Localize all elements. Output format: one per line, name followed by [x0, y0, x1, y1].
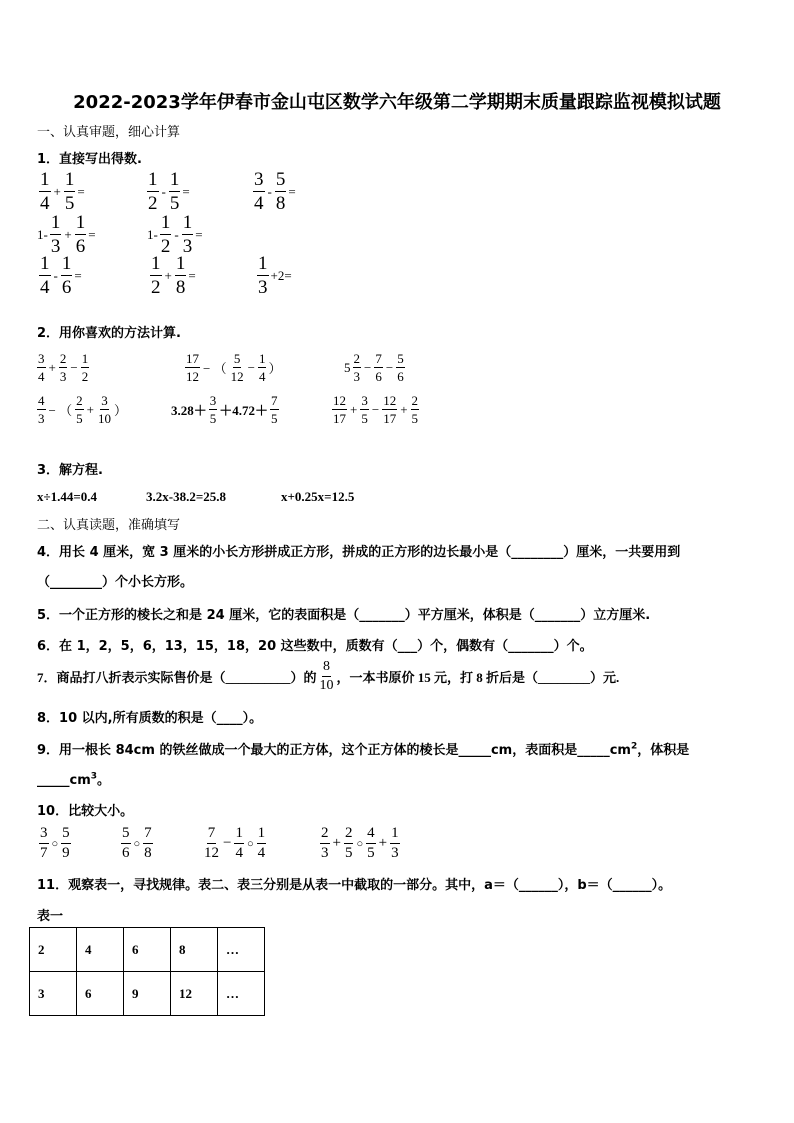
q3-equation-3: x+0.25x=12.5	[281, 489, 355, 504]
q3-equation-1: x÷1.44=0.4	[37, 489, 98, 504]
q4-line-2: （________）个小长方形。	[37, 575, 194, 590]
q1-expr-3: $\frac{3}{4}$ - $\frac{5}{8}$ =	[254, 169, 296, 214]
q1-expr-5: 1- $\frac{1}{2}$ - $\frac{1}{3}$ =	[147, 212, 203, 257]
q2-expr-6: $\frac{12}{17}$ + $\frac{3}{5}$ − $\frac{12}{17}$ + $\frac{2}{5}$	[333, 393, 419, 426]
table-cell: …	[218, 928, 265, 972]
table-cell: 6	[124, 928, 171, 972]
q1-expr-1: $\frac{1}{4}$ + $\frac{1}{5}$ =	[40, 169, 85, 214]
table-1-label: 表一	[37, 909, 64, 924]
q2-expr-1: $\frac{3}{4}$ + $\frac{2}{3}$ − $\frac{1}{2}$	[38, 351, 89, 384]
table-cell: …	[218, 972, 265, 1016]
table-cell: 12	[171, 972, 218, 1016]
q8-text: 8．10 以内,所有质数的积是（____）。	[37, 711, 263, 726]
q1-expr-8: $\frac{1}{3}$ +2=	[258, 253, 292, 298]
q2-expr-3: 5 $\frac{2}{3}$ − $\frac{7}{6}$ − $\frac{5}{6}$	[344, 351, 404, 384]
q9-line-2: $\_\_\_\_\_cm^3$。	[37, 771, 111, 788]
q5-text: 5．一个正方形的棱长之和是 24 厘米，它的表面积是（_______）平方厘米，体积是（_______）立方厘米.	[37, 608, 651, 623]
q1-label: 1．直接写出得数.	[37, 152, 142, 167]
q2-label: 2．用你喜欢的方法计算.	[37, 326, 181, 341]
q2-expr-2: $\frac{17}{12}$ − （ $\frac{5}{12}$ − $\frac{1}{4}$ ）	[186, 351, 282, 384]
q6-text: 6．在 1，2，5，6，13，15，18，20 这些数中，质数有（___）个，偶数有（_______）个。	[37, 639, 593, 654]
q9-line-1: 9．用一根长 84cm 的铁丝做成一个最大的正方体，这个正方体的棱长是_____cm，表面积是$\_\_\_\_\_cm^2$，体积是	[37, 741, 690, 758]
table-cell: 2	[30, 928, 77, 972]
q2-expr-5: 3.28＋ $\frac{3}{5}$ ＋4.72＋ $\frac{7}{5}$	[171, 393, 278, 426]
q2-expr-4: $\frac{4}{3}$ − （ $\frac{2}{5}$ + $\frac{3}{10}$ ）	[38, 393, 127, 426]
table-1	[29, 927, 265, 1016]
page-title: 2022-2023学年伊春市金山屯区数学六年级第二学期期末质量跟踪监视模拟试题	[73, 92, 721, 113]
q10-compare-3: $\frac{7}{12}$ − $\frac{1}{4}$ ○ $\frac{1}{4}$	[204, 825, 266, 861]
q7-text: 7．商品打八折表示实际售价是（__________）的 $\frac{8}{10}$ ，一本书原价 15 元，打 8 折后是（________）元.	[37, 659, 620, 693]
q3-label: 3．解方程.	[37, 463, 103, 478]
table-row	[30, 928, 265, 972]
q11-text: 11．观察表一，寻找规律。表二、表三分别是从表一中截取的一部分。其中，a＝（______），b＝（______）。	[37, 878, 672, 893]
table-cell: 4	[77, 928, 124, 972]
table-cell: 9	[124, 972, 171, 1016]
q10-compare-2: $\frac{5}{6}$ ○ $\frac{7}{8}$	[122, 825, 152, 861]
q1-expr-6: $\frac{1}{4}$ - $\frac{1}{6}$ =	[40, 253, 82, 298]
table-cell: 3	[30, 972, 77, 1016]
q4-line-1: 4．用长 4 厘米，宽 3 厘米的小长方形拼成正方形，拼成的正方形的边长最小是（________）厘米，一共要用到	[37, 545, 681, 560]
table-cell: 6	[77, 972, 124, 1016]
q1-expr-2: $\frac{1}{2}$ - $\frac{1}{5}$ =	[148, 169, 190, 214]
q10-label: 10．比较大小。	[37, 804, 134, 819]
section-2-heading: 二、认真读题，准确填写	[37, 518, 181, 533]
q1-expr-4: 1- $\frac{1}{3}$ + $\frac{1}{6}$ =	[37, 212, 96, 257]
table-row	[30, 972, 265, 1016]
q10-compare-1: $\frac{3}{7}$ ○ $\frac{5}{9}$	[40, 825, 70, 861]
q10-compare-4: $\frac{2}{3}$ + $\frac{2}{5}$ ○ $\frac{4}{5}$ + $\frac{1}{3}$	[321, 825, 399, 861]
table-cell: 8	[171, 928, 218, 972]
q1-expr-7: $\frac{1}{2}$ + $\frac{1}{8}$ =	[151, 253, 196, 298]
q3-equation-2: 3.2x-38.2=25.8	[146, 489, 226, 504]
section-1-heading: 一、认真审题，细心计算	[37, 125, 181, 140]
